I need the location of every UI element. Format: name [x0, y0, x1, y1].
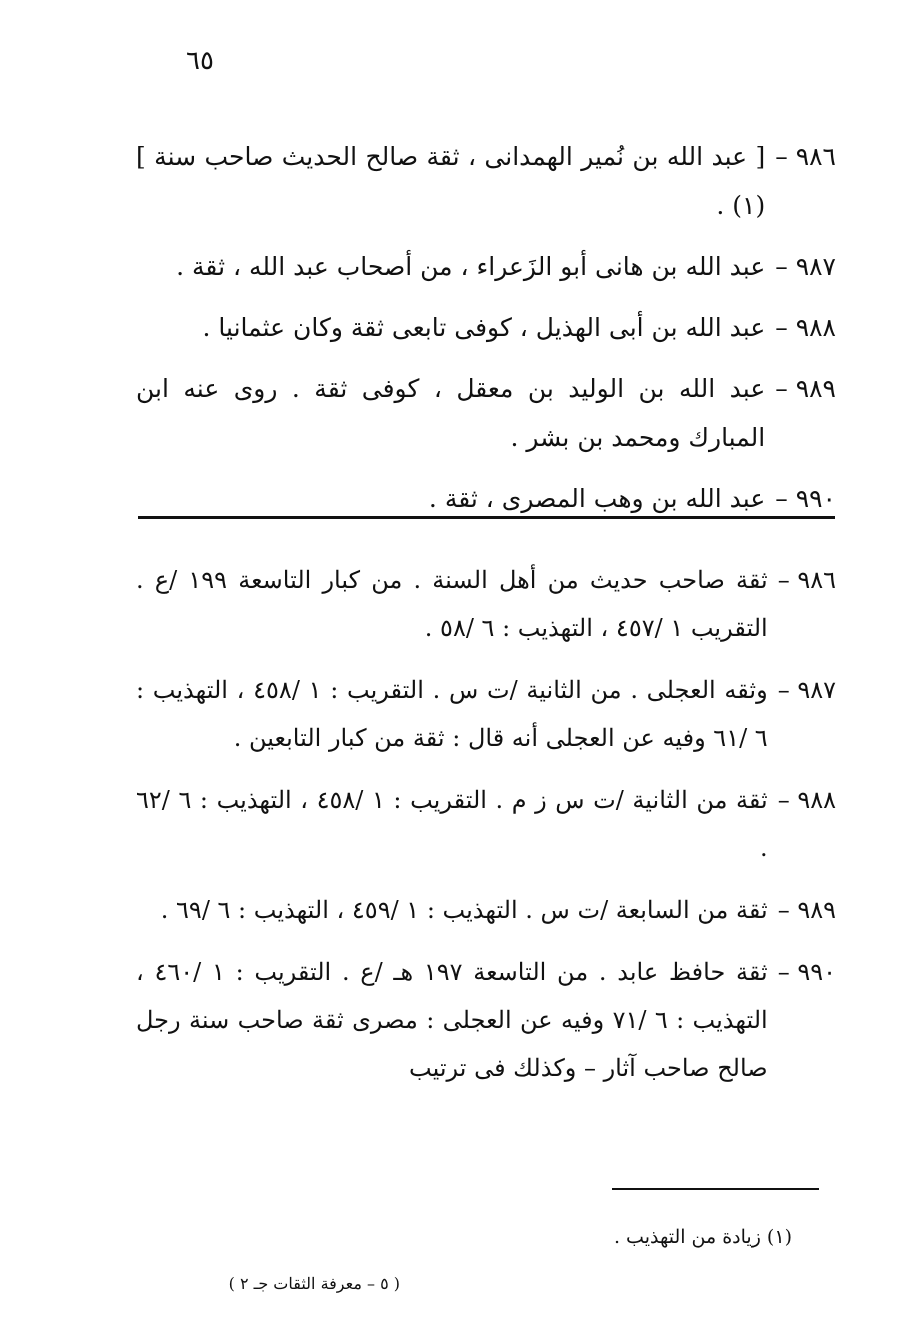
note-text: ثقة صاحب حديث من أهل السنة . من كبار التاسعة ١٩٩ /ع . التقريب ١ /٤٥٧ ، التهذيب : ٦ /٥٨ .	[136, 566, 768, 642]
note-number: ٩٩٠ –	[777, 958, 836, 986]
entry-987	[136, 242, 836, 291]
footnote: (١) زيادة من التهذيب .	[613, 1226, 792, 1248]
entry-text: عبد الله بن هانى أبو الزَعراء ، من أصحاب عبد الله ، ثقة .	[176, 252, 766, 281]
entry-text: عبد الله بن الوليد بن معقل ، كوفى ثقة . روى عنه ابن المبارك ومحمد بن بشر .	[136, 374, 766, 452]
note-number: ٩٨٦ –	[777, 566, 836, 594]
signature-line: ( ٥ – معرفة الثقات جـ ٢ )	[228, 1274, 400, 1293]
entry-number: ٩٨٧ –	[775, 252, 836, 281]
section-divider	[138, 516, 835, 519]
notes-section	[136, 556, 836, 1106]
note-987	[136, 666, 836, 762]
entry-text: [ عبد الله بن نُمير الهمدانى ، ثقة صالح الحديث صاحب سنة ] (١) .	[136, 142, 766, 220]
entry-number: ٩٩٠ –	[775, 484, 836, 513]
entry-text: عبد الله بن وهب المصرى ، ثقة .	[428, 484, 766, 513]
note-990	[136, 948, 836, 1092]
entry-number: ٩٨٩ –	[775, 374, 836, 403]
entry-986	[136, 132, 836, 230]
entry-number: ٩٨٦ –	[775, 142, 836, 171]
note-text: ثقة من الثانية /ت س ز م . التقريب : ١ /٤٥٨ ، التهذيب : ٦ /٦٢ .	[136, 786, 768, 862]
footnote-divider	[612, 1188, 819, 1190]
entry-text: عبد الله بن أبى الهذيل ، كوفى تابعى ثقة وكان عثمانيا .	[202, 313, 766, 342]
note-text: وثقه العجلى . من الثانية /ت س . التقريب : ١ /٤٥٨ ، التهذيب : ٦ /٦١ وفيه عن العجلى أنه قال : ثقة من كبار التابعين .	[136, 676, 768, 752]
note-986	[136, 556, 836, 652]
note-number: ٩٨٩ –	[777, 896, 836, 924]
entry-988	[136, 303, 836, 352]
entry-989	[136, 364, 836, 462]
note-text: ثقة حافظ عابد . من التاسعة ١٩٧ هـ /ع . التقريب : ١ /٤٦٠ ، التهذيب : ٦ /٧١ وفيه عن العجلى : مصرى ثقة صاحب سنة رجل صالح صاحب آثار – وكذلك فى ترتيب	[136, 958, 768, 1082]
note-number: ٩٨٨ –	[777, 786, 836, 814]
note-number: ٩٨٧ –	[777, 676, 836, 704]
entry-number: ٩٨٨ –	[775, 313, 836, 342]
note-988	[136, 776, 836, 872]
main-text	[136, 132, 836, 535]
note-text: ثقة من السابعة /ت س . التهذيب : ١ /٤٥٩ ، التهذيب : ٦ /٦٩ .	[160, 896, 768, 924]
page-number: ٦٥	[186, 46, 214, 76]
note-989	[136, 886, 836, 934]
